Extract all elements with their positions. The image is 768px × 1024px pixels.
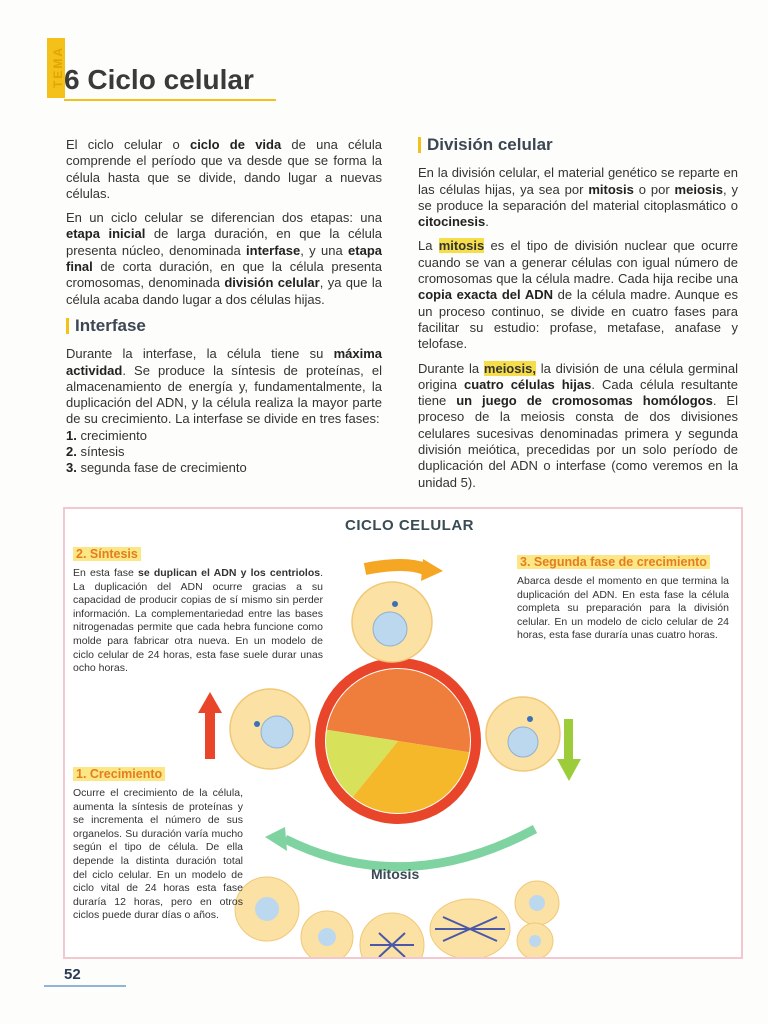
chapter-number: 6 (64, 64, 80, 95)
arrow-right (564, 719, 573, 763)
list-item: 2. síntesis (66, 444, 125, 460)
arrow-left-head (198, 692, 222, 713)
cell-interphase-top (352, 582, 432, 662)
arrow-mitosis-head (265, 827, 287, 851)
cell-interphase-left (230, 689, 310, 769)
segunda-fase-text: Abarca desde el momento en que termina la duplicación del ADN. En esta fase la célula completa su preparación para la división celular. En un modelo de ciclo celular de 24 horas, esta fase duraría unas cuatro horas. (517, 575, 729, 642)
cell-interphase-right (486, 697, 560, 771)
sintesis-panel (73, 545, 323, 676)
arrow-left (205, 709, 215, 759)
segunda-fase-title: 3. Segunda fase de crecimiento (517, 555, 710, 569)
arrow-right-head (557, 759, 581, 781)
page-number-rule (44, 985, 126, 987)
page-title (64, 64, 254, 96)
arrow-top-head (421, 559, 443, 581)
arrow-mitosis (285, 829, 535, 867)
segunda-fase-panel (517, 553, 729, 643)
cycle-pie (320, 663, 476, 819)
tema-label: TEMA (51, 46, 65, 88)
diagram-title: CICLO CELULAR (345, 517, 474, 534)
crecimiento-title: 1. Crecimiento (73, 767, 165, 781)
title-underline (64, 99, 276, 101)
list-item: 3. segunda fase de crecimiento (66, 460, 247, 476)
intro-paragraph: El ciclo celular o ciclo de vida de una célula comprende el período que va desde que se forma la célula hasta que se divide, dando lugar a nuevas células. (66, 137, 382, 201)
division-heading: División celular (418, 137, 738, 153)
interfase-heading: Interfase (66, 318, 382, 334)
division-paragraph: En la división celular, el material genético se reparte en las células hijas, ya sea por mitosis o por meiosis, y se produce la separación del material citoplasmático o citocinesis. (418, 165, 738, 230)
stages-paragraph: En un ciclo celular se diferencian dos etapas: una etapa inicial de larga duración, en que la célula presenta núcleo, denominada interfase, y una etapa final de corta duración, en que la célula presenta cromosomas, denominada división celular, ya que la célula acaba dando lugar a dos células hijas. (66, 210, 382, 307)
sintesis-text: En esta fase se duplican el ADN y los centriolos. La duplicación del ADN ocurre gracias a su capacidad de producir copias de sí mismo sin perder información. La complementariedad entre las bases nitrogenadas permite que cada hebra funcione como molde para fabricar otra nueva. En un modelo de ciclo celular de 24 horas, esta fase suele durar unas ocho horas. (73, 567, 323, 675)
mitosis-label: Mitosis (371, 866, 420, 882)
cell-cycle-diagram (63, 507, 743, 959)
cell-mitosis-5 (515, 881, 559, 925)
arrow-top (365, 565, 425, 569)
cell-mitosis-6 (517, 923, 553, 957)
crecimiento-text: Ocurre el crecimiento de la célula, aumenta la síntesis de proteínas y se incrementa el número de sus organelos. Su duración varía mucho según el tipo de célula. De ella depende la distinta duración total del ciclo celular. En un modelo de ciclo vital de 24 horas esta fase duraría 12 horas, pero en otros ciclos puede durar días o años. (73, 787, 243, 922)
meiosis-paragraph: Durante la meiosis, la división de una célula germinal origina cuatro células hijas. Cada célula resultante tiene un juego de cromosomas homólogos. El proceso de la meiosis consta de dos divisiones celulares sucesivas denominadas primera y segunda división meiótica, precedidas por un solo período de duplicación del ADN o interfase (como veremos en la unidad 5). (418, 360, 739, 490)
interfase-paragraph: Durante la interfase, la célula tiene su máxima actividad. Se produce la síntesis de proteínas, el almacenamiento de energía y, fundamentalmente, la duplicación del ADN, y la célula realiza la mayor parte de su crecimiento. La interfase se divide en tres fases: (66, 346, 382, 427)
crecimiento-panel (73, 765, 243, 923)
cell-mitosis-3 (360, 913, 424, 957)
sintesis-title: 2. Síntesis (73, 547, 141, 561)
cell-mitosis-2 (301, 911, 353, 957)
page-number: 52 (64, 966, 81, 983)
cell-mitosis-4 (430, 899, 510, 957)
list-item: 1. crecimiento (66, 427, 147, 443)
cell-mitosis-1 (235, 877, 299, 941)
right-column (418, 137, 738, 499)
phase-list (66, 428, 382, 477)
left-column (66, 137, 382, 477)
chapter-title: Ciclo celular (87, 64, 254, 95)
mitosis-paragraph: La mitosis es el tipo de división nuclear que ocurre cuando se van a generar células con igual número de cromosomas que la célula madre. Cada hija recibe una copia exacta del ADN de la célula madre. Aunque es un proceso continuo, se divide en cuatro fases para facilitar su estudio: profase, metafase, anafase y telofase. (418, 238, 738, 352)
